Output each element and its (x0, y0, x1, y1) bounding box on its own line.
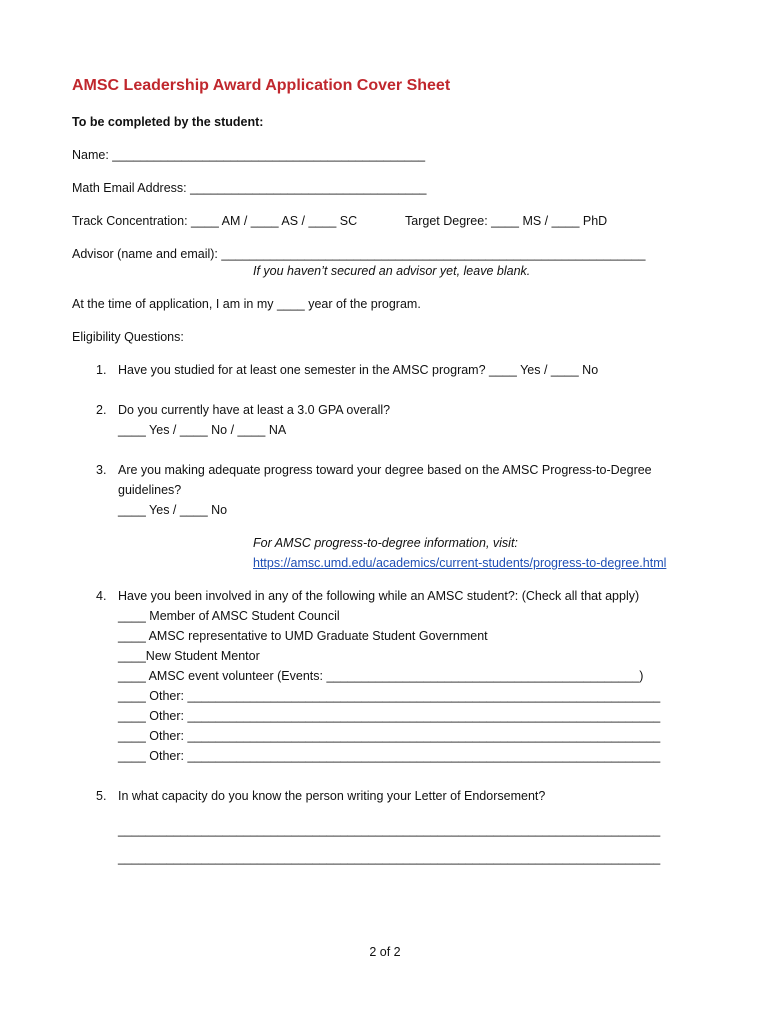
question-number: 5. (96, 789, 107, 803)
answer-line: ______________________________________________________________________________ (118, 851, 661, 865)
question-1-text: Have you studied for at least one semester in the AMSC program? ____ Yes / ____ No (118, 363, 599, 377)
advisor-field-line: Advisor (name and email): _____________________________________________________________ (72, 247, 646, 261)
involvement-option: ____ Other: ____________________________________________________________________ (118, 729, 661, 743)
involvement-option: ____ Other: ____________________________________________________________________ (118, 709, 661, 723)
question-number: 4. (96, 589, 107, 603)
advisor-note: If you haven’t secured an advisor yet, leave blank. (253, 264, 531, 278)
involvement-option: ____ Other: ____________________________________________________________________ (118, 749, 661, 763)
question-3-text-continued: guidelines? (118, 483, 182, 497)
involvement-option: ____ Other: ____________________________________________________________________ (118, 689, 661, 703)
involvement-option: ____ AMSC representative to UMD Graduate Student Government (118, 629, 488, 643)
email-field-line: Math Email Address: __________________________________ (72, 181, 427, 195)
involvement-option: ____ Member of AMSC Student Council (118, 609, 340, 623)
page-number: 2 of 2 (369, 945, 401, 959)
name-field-line: Name: _____________________________________________ (72, 148, 426, 162)
involvement-option: ____New Student Mentor (118, 649, 260, 663)
page-title: AMSC Leadership Award Application Cover Sheet (72, 77, 451, 94)
document-page (72, 0, 712, 1024)
answer-line: ______________________________________________________________________________ (118, 823, 661, 837)
progress-info-label: For AMSC progress-to-degree information, visit: (253, 536, 518, 550)
track-concentration-line: Track Concentration: ____ AM / ____ AS / ____ SC (72, 214, 358, 228)
intro-text: To be completed by the student: (72, 115, 264, 129)
question-number: 2. (96, 403, 107, 417)
target-degree-line: Target Degree: ____ MS / ____ PhD (405, 214, 608, 228)
program-year-line: At the time of application, I am in my ____ year of the program. (72, 297, 421, 311)
involvement-option: ____ AMSC event volunteer (Events: _____________________________________________) (118, 669, 644, 683)
progress-to-degree-link[interactable]: https://amsc.umd.edu/academics/current-students/progress-to-degree.html (253, 556, 667, 570)
question-3-answer: ____ Yes / ____ No (118, 503, 228, 517)
question-3-text: Are you making adequate progress toward your degree based on the AMSC Progress-to-Degree (118, 463, 652, 477)
question-5-text: In what capacity do you know the person writing your Letter of Endorsement? (118, 789, 546, 803)
question-number: 3. (96, 463, 107, 477)
question-number: 1. (96, 363, 107, 377)
question-2-text: Do you currently have at least a 3.0 GPA overall? (118, 403, 391, 417)
eligibility-heading: Eligibility Questions: (72, 330, 184, 344)
question-2-answer: ____ Yes / ____ No / ____ NA (118, 423, 287, 437)
question-4-text: Have you been involved in any of the following while an AMSC student?: (Check all that apply) (118, 589, 640, 603)
